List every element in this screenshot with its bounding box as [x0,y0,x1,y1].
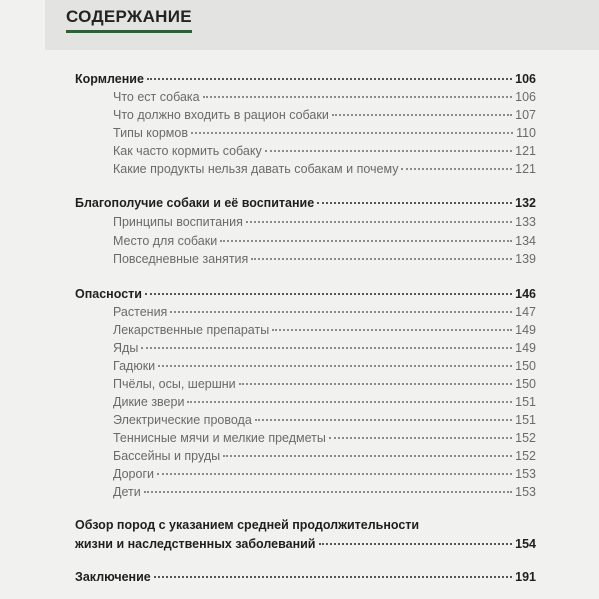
dot-leader [147,78,512,80]
dot-leader [141,347,512,349]
toc-item-label: Дороги [113,467,155,481]
dot-leader [154,576,512,578]
toc-item[interactable] [113,359,536,373]
dot-leader [332,114,512,116]
toc-item-label: Гадюки [113,359,156,373]
dot-leader [170,311,512,313]
dot-leader [272,329,512,331]
dot-leader [191,132,513,134]
dot-leader [265,150,512,152]
toc-page-number: 110 [516,126,536,140]
toc-page-number: 151 [515,413,536,427]
toc-page-number: 149 [515,341,536,355]
toc-item[interactable] [113,162,536,176]
toc-item-label: Принципы воспитания [113,215,243,229]
toc-section-title: Благополучие собаки и её воспитание [75,196,315,210]
toc-item[interactable] [113,90,536,104]
toc-page-number: 191 [515,570,536,584]
toc-item[interactable] [113,377,536,391]
toc-item-label: Повседневные занятия [113,252,249,266]
dot-leader [317,202,512,204]
dot-leader [251,258,512,260]
toc-item[interactable] [113,144,536,158]
toc-section-feeding[interactable] [75,72,536,86]
toc-page-number: 133 [515,215,536,229]
toc-page-number: 153 [515,467,536,481]
toc-page-number: 139 [515,252,536,266]
toc-item-label: Что ест собака [113,90,200,104]
toc-item-label: Типы кормов [113,126,188,140]
toc-item[interactable] [113,431,536,445]
dot-leader [239,383,512,385]
toc-item[interactable] [113,413,536,427]
toc-page-number: 107 [515,108,536,122]
toc-section-title-line2: жизни и наследственных заболеваний [75,537,316,551]
dot-leader [401,168,512,170]
toc-section-wellbeing[interactable] [75,196,536,210]
toc-item[interactable] [113,108,536,122]
dot-leader [220,240,512,242]
toc-page-number: 106 [515,90,536,104]
toc-section-conclusion[interactable] [75,570,536,584]
toc-item[interactable] [113,252,536,266]
toc-page-number: 146 [515,287,536,301]
toc-section-dangers[interactable] [75,287,536,301]
toc-page-number: 153 [515,485,536,499]
toc-item[interactable] [113,215,536,229]
toc-item-label: Теннисные мячи и мелкие предметы [113,431,326,445]
toc-item-label: Бассейны и пруды [113,449,221,463]
toc-page-number: 121 [515,162,536,176]
toc-item-label: Как часто кормить собаку [113,144,262,158]
toc-section-title: Заключение [75,570,151,584]
toc-page-number: 150 [515,377,536,391]
toc-section-title-line1: Обзор пород с указанием средней продолжительности [75,518,420,532]
dot-leader [158,365,512,367]
toc-item-label: Место для собаки [113,234,218,248]
toc-item[interactable] [113,467,536,481]
toc-page-number: 132 [515,196,536,210]
toc-page-number: 106 [515,72,536,86]
toc-item[interactable] [113,449,536,463]
toc-item-label: Какие продукты нельзя давать собакам и почему [113,162,399,176]
dot-leader [246,221,512,223]
toc-item[interactable] [113,341,536,355]
toc-item[interactable] [113,126,536,140]
dot-leader [203,96,513,98]
toc-item-label: Электрические провода [113,413,252,427]
dot-leader [329,437,512,439]
toc-section-breeds[interactable] [75,518,536,551]
toc-item-label: Дикие звери [113,395,185,409]
dot-leader [223,455,512,457]
toc-page-number: 154 [515,537,536,551]
toc-page-number: 134 [515,234,536,248]
toc-page-number: 151 [515,395,536,409]
toc-item[interactable] [113,395,536,409]
dot-leader [255,419,512,421]
toc-item[interactable] [113,323,536,337]
toc-page-number: 149 [515,323,536,337]
toc-page-number: 152 [515,449,536,463]
toc-item-label: Лекарственные препараты [113,323,270,337]
toc-item-label: Дети [113,485,141,499]
toc-item-label: Что должно входить в рацион собаки [113,108,329,122]
toc-page-number: 150 [515,359,536,373]
page-title: СОДЕРЖАНИЕ [66,7,192,33]
toc-section-title: Кормление [75,72,144,86]
dot-leader [157,473,512,475]
dot-leader [187,401,512,403]
toc-item[interactable] [113,234,536,248]
toc-item[interactable] [113,305,536,319]
toc-page-number: 147 [515,305,536,319]
toc-page-number: 121 [515,144,536,158]
dot-leader [319,543,513,545]
dot-leader [144,491,512,493]
toc-section-title: Опасности [75,287,142,301]
toc-item-label: Яды [113,341,139,355]
toc-item[interactable] [113,485,536,499]
toc-item-label: Пчёлы, осы, шершни [113,377,236,391]
toc-item-label: Растения [113,305,168,319]
toc-page-number: 152 [515,431,536,445]
dot-leader [145,293,512,295]
